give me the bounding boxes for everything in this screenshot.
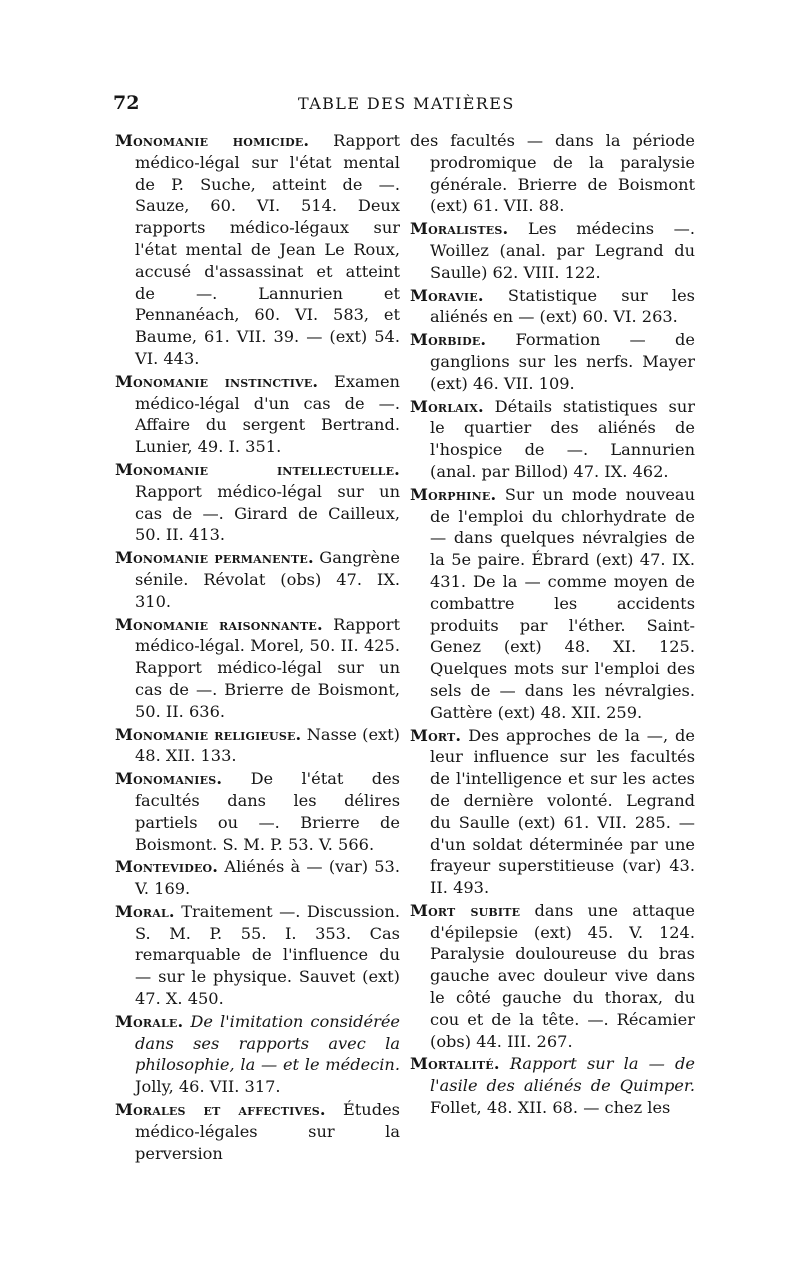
entry-headword: Morlaix. — [410, 396, 484, 416]
entry-headword: Mortalité. — [410, 1054, 500, 1074]
index-entry — [410, 329, 695, 394]
entry-headword: Morales et affectives. — [115, 1100, 326, 1120]
index-entry — [410, 484, 695, 724]
entry-text: Rapport médico-légal sur un cas de —. Girard de Cailleux, 50. II. 413. — [135, 481, 400, 545]
index-entry — [410, 396, 695, 483]
entry-headword: Montevideo. — [115, 857, 219, 877]
entry-title: Rapport sur la — de l'asile des aliénés de Quimper. — [430, 1054, 695, 1096]
entry-text: Sur un mode nouveau de l'emploi du chlorhydrate de — dans quelques névralgies de la 5e paire. Ébrard (ext) 47. IX. 431. De la — comme moyen de combattre les accidents produits par l'éther. Saint-Genez (ext) 48. XI. 125. Quelques mots sur l'emploi des sels de — dans les névralgies. Gattère (ext) 48. XII. 259. — [430, 484, 695, 722]
entry-text — [500, 1054, 510, 1073]
entry-headword: Monomanie raisonnante. — [115, 614, 323, 634]
entry-text: Examen médico-légal d'un cas de —. Affaire du sergent Bertrand. Lunier, 49. I. 351. — [135, 371, 400, 457]
entry-text: Formation — de ganglions sur les nerfs. Mayer (ext) 46. VII. 109. — [430, 330, 695, 393]
index-entry — [115, 856, 400, 900]
index-entry — [115, 1099, 400, 1164]
index-entry — [410, 130, 695, 217]
entry-headword: Moravie. — [410, 285, 484, 305]
entry-text: des facultés — dans la période prodromique de la paralysie générale. Brierre de Boismont (ext) 61. VII. 88. — [410, 131, 695, 216]
running-header — [0, 92, 800, 122]
page-number: 72 — [113, 92, 140, 114]
index-entry — [115, 459, 400, 546]
index-entry — [115, 130, 400, 370]
index-entry — [115, 614, 400, 723]
entry-headword: Morale. — [115, 1011, 184, 1031]
entry-text: Des approches de la —, de leur influence sur les facultés de l'intelligence et sur les actes de dernière volonté. Legrand du Saulle (ext) 61. VII. 285. — d'un soldat déterminée par une frayeur superstitieuse (var) 43. II. 493. — [430, 725, 695, 898]
entry-headword: Moral. — [115, 901, 175, 921]
index-entry — [115, 768, 400, 855]
entry-text: Gangrène sénile. Révolat (obs) 47. IX. 310. — [135, 548, 400, 611]
index-column-right — [410, 130, 695, 1120]
index-entry — [410, 725, 695, 899]
entry-text: Statistique sur les aliénés en — (ext) 60. VI. 263. — [430, 285, 695, 327]
entry-headword: Monomanie religieuse. — [115, 724, 302, 744]
running-title: TABLE DES MATIÈRES — [298, 94, 515, 113]
entry-text: Follet, 48. XII. 68. — chez les — [430, 1098, 671, 1118]
entry-text: Jolly, 46. VII. 317. — [135, 1077, 281, 1097]
index-entry — [410, 218, 695, 283]
index-entry — [115, 1011, 400, 1098]
index-entry — [410, 900, 695, 1053]
entry-headword: Mort. — [410, 725, 462, 745]
entry-text: Études médico-légales sur la perversion — [135, 1100, 400, 1163]
index-entry — [115, 371, 400, 458]
entry-text: Rapport médico-légal sur l'état mental de P. Suche, atteint de —. Sauze, 60. VI. 514. Deux rapports médico-légaux sur l'état mental de Jean Le Roux, accusé d'assassinat et atteint de —. Lannurien et Pennanéach, 60. VI. 583, et Baume, 61. VII. 39. — (ext) 54. VI. 443. — [135, 131, 400, 368]
entry-text: Les médecins —. Woillez (anal. par Legrand du Saulle) 62. VIII. 122. — [430, 219, 695, 282]
entry-headword: Morbide. — [410, 330, 487, 350]
entry-text: Traitement —. Discussion. S. M. P. 55. I. 353. Cas remarquable de l'influence du — sur le physique. Sauvet (ext) 47. X. 450. — [135, 901, 400, 1009]
index-entry — [410, 1053, 695, 1118]
entry-headword: Monomanies. — [115, 769, 223, 789]
entry-text: De l'état des facultés dans les délires partiels ou —. Brierre de Boismont. S. M. P. 53. V. 566. — [135, 769, 400, 854]
entry-title: De l'imitation considérée dans ses rapports avec la philosophie, la — et le médecin. — [135, 1011, 400, 1075]
index-entry — [410, 285, 695, 329]
entry-headword: Monomanie instinctive. — [115, 371, 319, 391]
entry-headword: Moralistes. — [410, 219, 509, 239]
entry-text: dans une attaque d'épilepsie (ext) 45. V. 124. Paralysie douloureuse du bras gauche avec douleur vive dans le côté gauche du thorax, du cou et de la tête. —. Récamier (obs) 44. III. 267. — [430, 900, 695, 1051]
entry-headword: Morphine. — [410, 484, 497, 504]
entry-headword: Mort subite — [410, 900, 521, 920]
entry-headword: Monomanie homicide. — [115, 131, 310, 150]
entry-text: Détails statistiques sur le quartier des aliénés de l'hospice de —. Lannurien (anal. par Billod) 47. IX. 462. — [430, 396, 695, 481]
entry-headword: Monomanie permanente. — [115, 548, 314, 568]
entry-headword: Monomanie intellectuelle. — [115, 459, 400, 479]
index-column-left — [115, 130, 400, 1165]
entry-text: Rapport médico-légal. Morel, 50. II. 425. Rapport médico-légal sur un cas de —. Brierre de Boismont, 50. II. 636. — [135, 614, 400, 721]
index-entry — [115, 547, 400, 612]
index-entry — [115, 724, 400, 768]
entry-text: Aliénés à — (var) 53. V. 169. — [135, 857, 400, 899]
index-entry — [115, 901, 400, 1010]
entry-text: Nasse (ext) 48. XII. 133. — [135, 724, 400, 766]
